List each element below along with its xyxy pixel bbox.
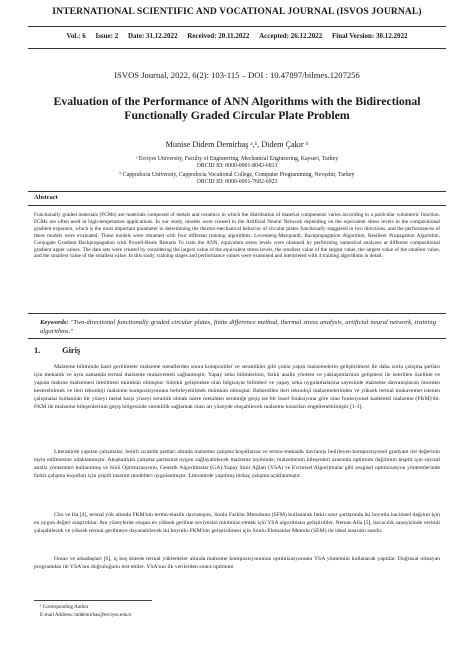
footnote-rule (34, 600, 152, 601)
body-paragraph: Malzeme biliminde basit geriilmeler malzeme metallerden sonra kompozitler ve seramikler gibi çoklu yapılı malzemelerin geliştirilmesi ile daha zorlu çalışma şartları için mekanik ve aynı zamanda termal malzeme mukavemeti sağlanmıştır. Yapay zeka bilimlerinin, farklı analiz yöntem ve yaklaşımlarının gelişmesi ile isteriilen özelikte ve yapıda makine malzemesi üretilmesi mümkün olmuştur. Süreklı gelişmekte olan bilgisayar bilimleri ve yapay zeka uygulamalarına sayesinde malzeme davranışlarını önceden kestirebilmek ve ileri teknoloji malzeme kompozisyonunu belirleyebilmek mümkün olmuştur. Bahsedilen ileri teknoloji malzemelerinden ve yüksek termal mukavemet istenen çalışmalar kullanılan bir yüzeyi metal karşı yüzeyi seramik olmak üzere metalden seramiğe geçiş ise bir üssel fonksiyona göre olan fonksiyonel kademeli malzeme (FKM)'dir. FKM ile malzeme bileşenlerinin geçiş bölgesinde süreklilik sağlamak olası arı yüzeyde oluşabilecek malzeme kusurları engellenebilmiştir [1-3]. (34, 364, 440, 410)
abstract-rule-bottom (28, 313, 446, 314)
volume: Vol.: 6 (66, 32, 86, 40)
orcid-id: ORCID ID: 0000-0001-7682-6923 (196, 179, 278, 186)
footnote-email: E-mail Address: mddemirbas@erciyes.edu.tr (40, 612, 132, 618)
section-title: Giriş (62, 346, 81, 355)
abstract-body: Functionally graded materials (FGMs) are materials composed of metals and ceramics in which the distribution of material components varies according to a particular volumetric function. FGMs are often used in high-temperature applications. In our study, models were created in the Artificial Neural Network depending on the equivalent stress levels in the compositional gradient exponent, which is the most important parameter in determining the thermo-mechanical behavior of circular plates functionally staggered in two directions, and the performances of these models were evaluated. These models were obtained with four different training algorithms: Levenberg-Marquardt, Backpropagation Algorithm, Resilient Propagation Algorithm, Conjugate Gradient Backpropagation with Powell-Beale Restarts To train the ANN, equivalent stress levels were obtained by performing numerical analyzes at different compositional gradient upper values. The data sets were created by considering the largest value of the equivalent stress levels, the smallest value of the largest value, the largest value of the smallest value, and the smallest value of the smallest value. In this study, training stages and performance values were examined and interpreted with 4 training algorithms in detail. (34, 212, 440, 260)
author-list: Munise Didem Demirbaş ᵃ,¹, Didem Çakır ᵇ (165, 140, 309, 149)
issue: Issue: 2 (95, 32, 119, 40)
affiliation-text: ᵃ Erciyes University, Faculty of Engineering, Mechanical Engineering, Kayseri, Turkey (135, 156, 339, 162)
abstract-rule-top (28, 191, 446, 192)
keywords-label: Keywords: (40, 319, 69, 326)
article-title (30, 94, 444, 122)
accepted-date: Accepted: 26.12.2022 (259, 32, 323, 40)
keywords-rule (28, 338, 446, 339)
footnote-corresponding-author: ¹ Corresponding Author (40, 604, 89, 610)
header-rule-bottom (28, 48, 446, 49)
citation-doi: ISVOS Journal, 2022, 6(2): 103-115 – DOI : 10.47897/bilmes.1207256 (114, 70, 360, 80)
body-paragraph: Cho ve Ha [4], termal yük altında FKM'nin termo-elastik davranışını, Sonlu Farklar Metodunu (SFM) kullanarak farklı sınır şartlarında iki boyutlu hacimsel dağılım için en uygun değeri araştırdılar. Anı yüzeylerde oluşan en yüksek gerilme seviyesini minimize etmek için YSA algoritması geliştirdiler. Nemat-Alla [5], havacılık sanayisinde verimli çalışabilecek ve yüksek termal gerilmeye dayanabilecek iki boyutlu FKM'nin geliştirilmesi için Sonlu Elemanlar Metodu (SEM) ile ideal tasarımı sundu. (34, 512, 440, 534)
received-date: Received: 20.11.2022 (187, 32, 250, 40)
final-version-date: Final Version: 30.12.2022 (332, 32, 408, 40)
affiliation-b (0, 172, 474, 186)
publication-date: Date: 31.12.2022 (127, 32, 178, 40)
section-number: 1. (34, 346, 41, 355)
body-paragraph: Literatürde yapılan çalışmalar, belirli sıcaklık şartları altında malzeme çalışma koşullarına ve termo-mekanik davranışı belirleyen kompozisyonel gradyant üst değerinin tayin edilmesine odaklanmıştır. Akışkanlıklı çalışma şartlarına uygun sağlayabilecek malzeme tayininde, malzemenin bileşenleri arasında optimum dağılımın tespiti için sayısal analiz yöntemleri kullanılmış ve Sürü Optimizasyonu, Genetik Algoritmalar (GA),Yapay Sinir Ağları (YSA) ve Evrimsel Algoritmalar gibi sezgisel optimizasyon yöntemlerinde farklı çalışma koşulları için çeşitli tasarım modelleri uygulanmıştır. Literatürde yapılmış birkaç çalışma açıklanmıştır. (34, 449, 440, 479)
affiliation-text: ᵇ Cappodocia University, Cappodocia Vocational College, Computer Programming, Nevşehir, Turkey (119, 172, 355, 178)
abstract-heading: Abstract (34, 194, 58, 201)
abstract-heading-rule (28, 205, 446, 206)
section-heading (34, 346, 80, 355)
keywords (40, 319, 436, 336)
header-rule-top (28, 26, 446, 27)
affiliation-a (0, 156, 474, 170)
keywords-text: "Two-directional functionally graded circular plates, finite difference method, thermal stress analysis, artificial neural network, training algorithms." (40, 319, 436, 335)
title-line-1: Evaluation of the Performance of ANN Algorithms with the Bidirectional (53, 94, 421, 108)
title-line-2: Functionally Graded Circular Plate Problem (124, 108, 350, 122)
body-paragraph: Ootao ve arkadaşları [6], iç boş kütede termal yüklemeler altında malzeme kompozisyonunun optimizasyonunu YSA yöntemini kullanarak yaptılar. Doğrusal olmayan programdan ile YSA'nın doğruluğunu test ettiler. YSA'nın ilk verilerden sonra optimum (34, 556, 440, 570)
issue-info-line (0, 32, 474, 40)
orcid-id: ORCID ID: 0000-0001-8043-6813 (196, 163, 278, 170)
journal-title: INTERNATIONAL SCIENTIFIC AND VOCATIONAL JOURNAL (ISVOS JOURNAL) (52, 6, 422, 17)
